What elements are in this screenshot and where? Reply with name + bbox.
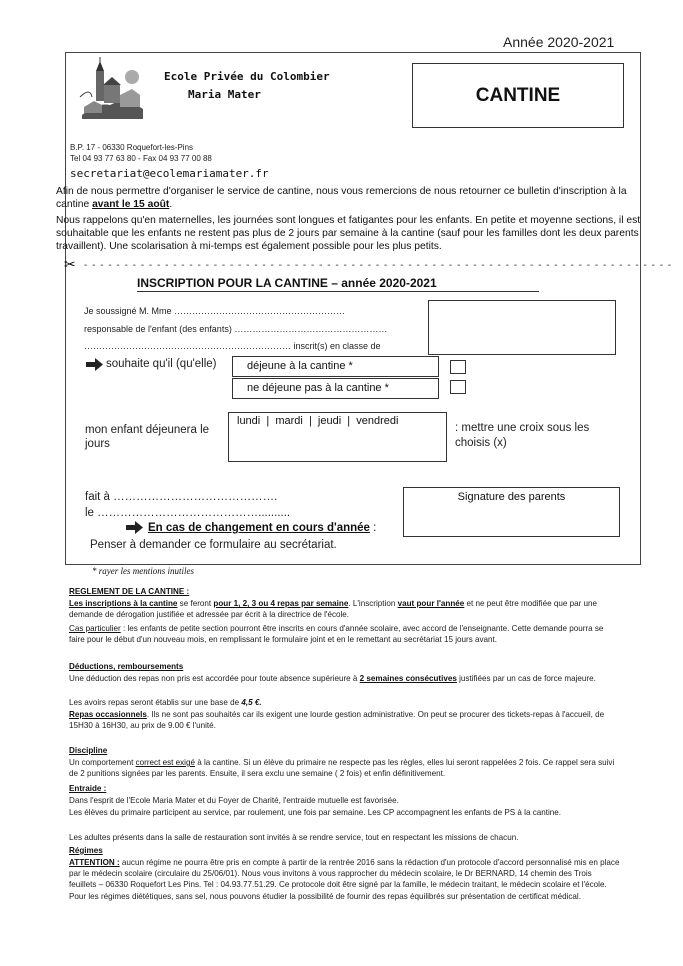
rules-occasional: Repas occasionnels. Ils ne sont pas souhaités car ils exigent une lourde gestion administrative. On peut se procurer des tickets-repas à l'accueil, de 15H30 à 16H30, au prix de 9.00 € l'unité. [69, 710, 605, 731]
change-note: Penser à demander ce formulaire au secrétariat. [90, 539, 337, 551]
days-label: mon enfant déjeunera le jours [85, 424, 210, 450]
rules-special-case: Cas particulier : les enfants de petite section pourront être inscrits en cours d'année scolaire, avec accord de l'enseignante. Cette demande pourra se faire pour le début d'un nouveau mois, en remplissant le formulaire joint et en le remettant au secrétariat 15 jours avant. [69, 624, 604, 645]
rules-discipline: Un comportement correct est exigé à la cantine. Si un élève du primaire ne respecte pas les règles, elles lui seront rappelées 2 fois. Ce rappel sera suivi de 2 punitions signées par les parents. Ensuite, il sera exclu une semaine ( 2 fois) et enfin définitivement. [69, 758, 615, 779]
rules-entraide-1: Dans l'esprit de l'Ecole Maria Mater et du Foyer de Charité, l'entraide mutuelle est favorisée. [69, 796, 399, 805]
rules-entraide-2: Les élèves du primaire participent au service, par roulement, une fois par semaine. Les CP accompagnent les enfants de PS à la cantine. [69, 808, 562, 817]
place-field[interactable]: fait à ……………………………………. [85, 491, 278, 503]
signature-box[interactable]: Signature des parents [403, 487, 620, 537]
rules-regimes: ATTENTION : aucun régime ne pourra être pris en compte à partir de la rentrée 2016 sans la rédaction d'un protocole d'accord personnalisé mis en place par le médecin scolaire (circulaire du 25/06/01). Nous vous invitons à vous rapprocher du médecin scolaire, le Dr BERNARD, 14 chemin des Trois feuillets – 06330 Roquefort Les Pins. Tel : 04.93.77.51.29. Ce protocole doit être signé par la famille, le médecin traitant, le médecin scolaire et l'école. Pour les régimes diététiques, sans sel, nous pouvons étudier la possibilité de fournir des repas équilibrés sur présentation de certificat médical. [69, 858, 620, 901]
intro-paragraph: Afin de nous permettre d'organiser le service de cantine, nous vous remercions de nous retourner ce bulletin d'inscription à la cantine avant le 15 août. [56, 186, 627, 210]
option-eats[interactable]: déjeune à la cantine * [232, 356, 439, 377]
rules-discipline-title: Discipline [69, 746, 108, 755]
checkbox-not-eats[interactable] [450, 380, 466, 394]
strike-note: * rayer les mentions inutiles [92, 566, 194, 576]
rules-regimes-title: Régimes [69, 846, 103, 855]
rules-inscriptions: Les inscriptions à la cantine se feront pour 1, 2, 3 ou 4 repas par semaine. L'inscription vaut pour l'année et ne peut être modifiée que par une demande de dérogation justifiée et adressée par écrit à la directrice de l'école. [69, 599, 598, 620]
phone-fax: Tel 04 93 77 63 80 - Fax 04 93 77 00 88 [70, 154, 212, 163]
responsible-field[interactable]: responsable de l'enfant (des enfants) …………………………………………… [84, 324, 388, 334]
arrow-right-icon [126, 521, 143, 534]
church-village-logo [80, 57, 145, 119]
cantine-title: CANTINE [475, 84, 561, 106]
rules-deductions: Une déduction des repas non pris est accordée pour toute absence supérieure à 2 semaines consécutives justifiées par un cas de force majeure. [69, 674, 596, 683]
wish-label: souhaite qu'il (qu'elle) [106, 358, 217, 370]
cantine-badge [412, 63, 624, 128]
rules-entraide-title: Entraide : [69, 784, 107, 793]
rules-deductions-title: Déductions, remboursements [69, 662, 184, 671]
deadline: avant le 15 août [92, 199, 170, 210]
arrow-right-icon [86, 358, 103, 371]
rules-title: REGLEMENT DE LA CANTINE : [69, 587, 190, 596]
date-field[interactable]: le …………………………………….......... [85, 507, 291, 519]
address: B.P. 17 - 06330 Roquefort-les-Pins [70, 143, 194, 152]
days-grid[interactable]: lundi | mardi | jeudi | vendredi [228, 412, 447, 462]
school-name: Ecole Privée du Colombier [164, 70, 330, 83]
class-field[interactable]: …………………………………………………………… inscrit(s) en classe de [84, 341, 381, 351]
school-subtitle: Maria Mater [188, 88, 261, 101]
rules-credit: Les avoirs repas seront établis sur une base de 4,5 €. [69, 698, 262, 707]
name-field[interactable]: Je soussigné M. Mme ………………………………………………… [84, 306, 346, 316]
cut-line: - - - - - - - - - - - - - - - - - - - - - - - - - - - - - - - - - - - - - - - - - - - - - - - - - - - - - - - - - - - - - - - - - - - - - - - - - [84, 260, 673, 271]
change-notice: En cas de changement en cours d'année : [148, 522, 377, 534]
form-title: INSCRIPTION POUR LA CANTINE – année 2020-2021 [137, 276, 539, 292]
school-year: Année 2020-2021 [503, 34, 615, 50]
email: secretariat@ecolemariamater.fr [70, 167, 269, 180]
scissors-icon: ✂ [64, 256, 76, 272]
rules-entraide-3: Les adultes présents dans la salle de restauration sont invités à se rendre service, tout en respectant les missions de chacun. [69, 833, 519, 842]
class-box[interactable] [428, 300, 616, 355]
checkbox-eats[interactable] [450, 360, 466, 374]
intro-paragraph-2: Nous rappelons qu'en maternelles, les journées sont longues et fatigantes pour les enfants. En petite et moyenne sections, il est souhaitable que les enfants ne restent pas plus de 2 jours par semaine à la cantine (sauf pour les familles dont les deux parents travaillent). Une scolarisation à mi-temps est également possible pour les plus petits. [56, 215, 641, 252]
option-not-eats[interactable]: ne déjeune pas à la cantine * [232, 378, 439, 399]
days-note: : mettre une croix sous les choisis (x) [455, 422, 590, 449]
